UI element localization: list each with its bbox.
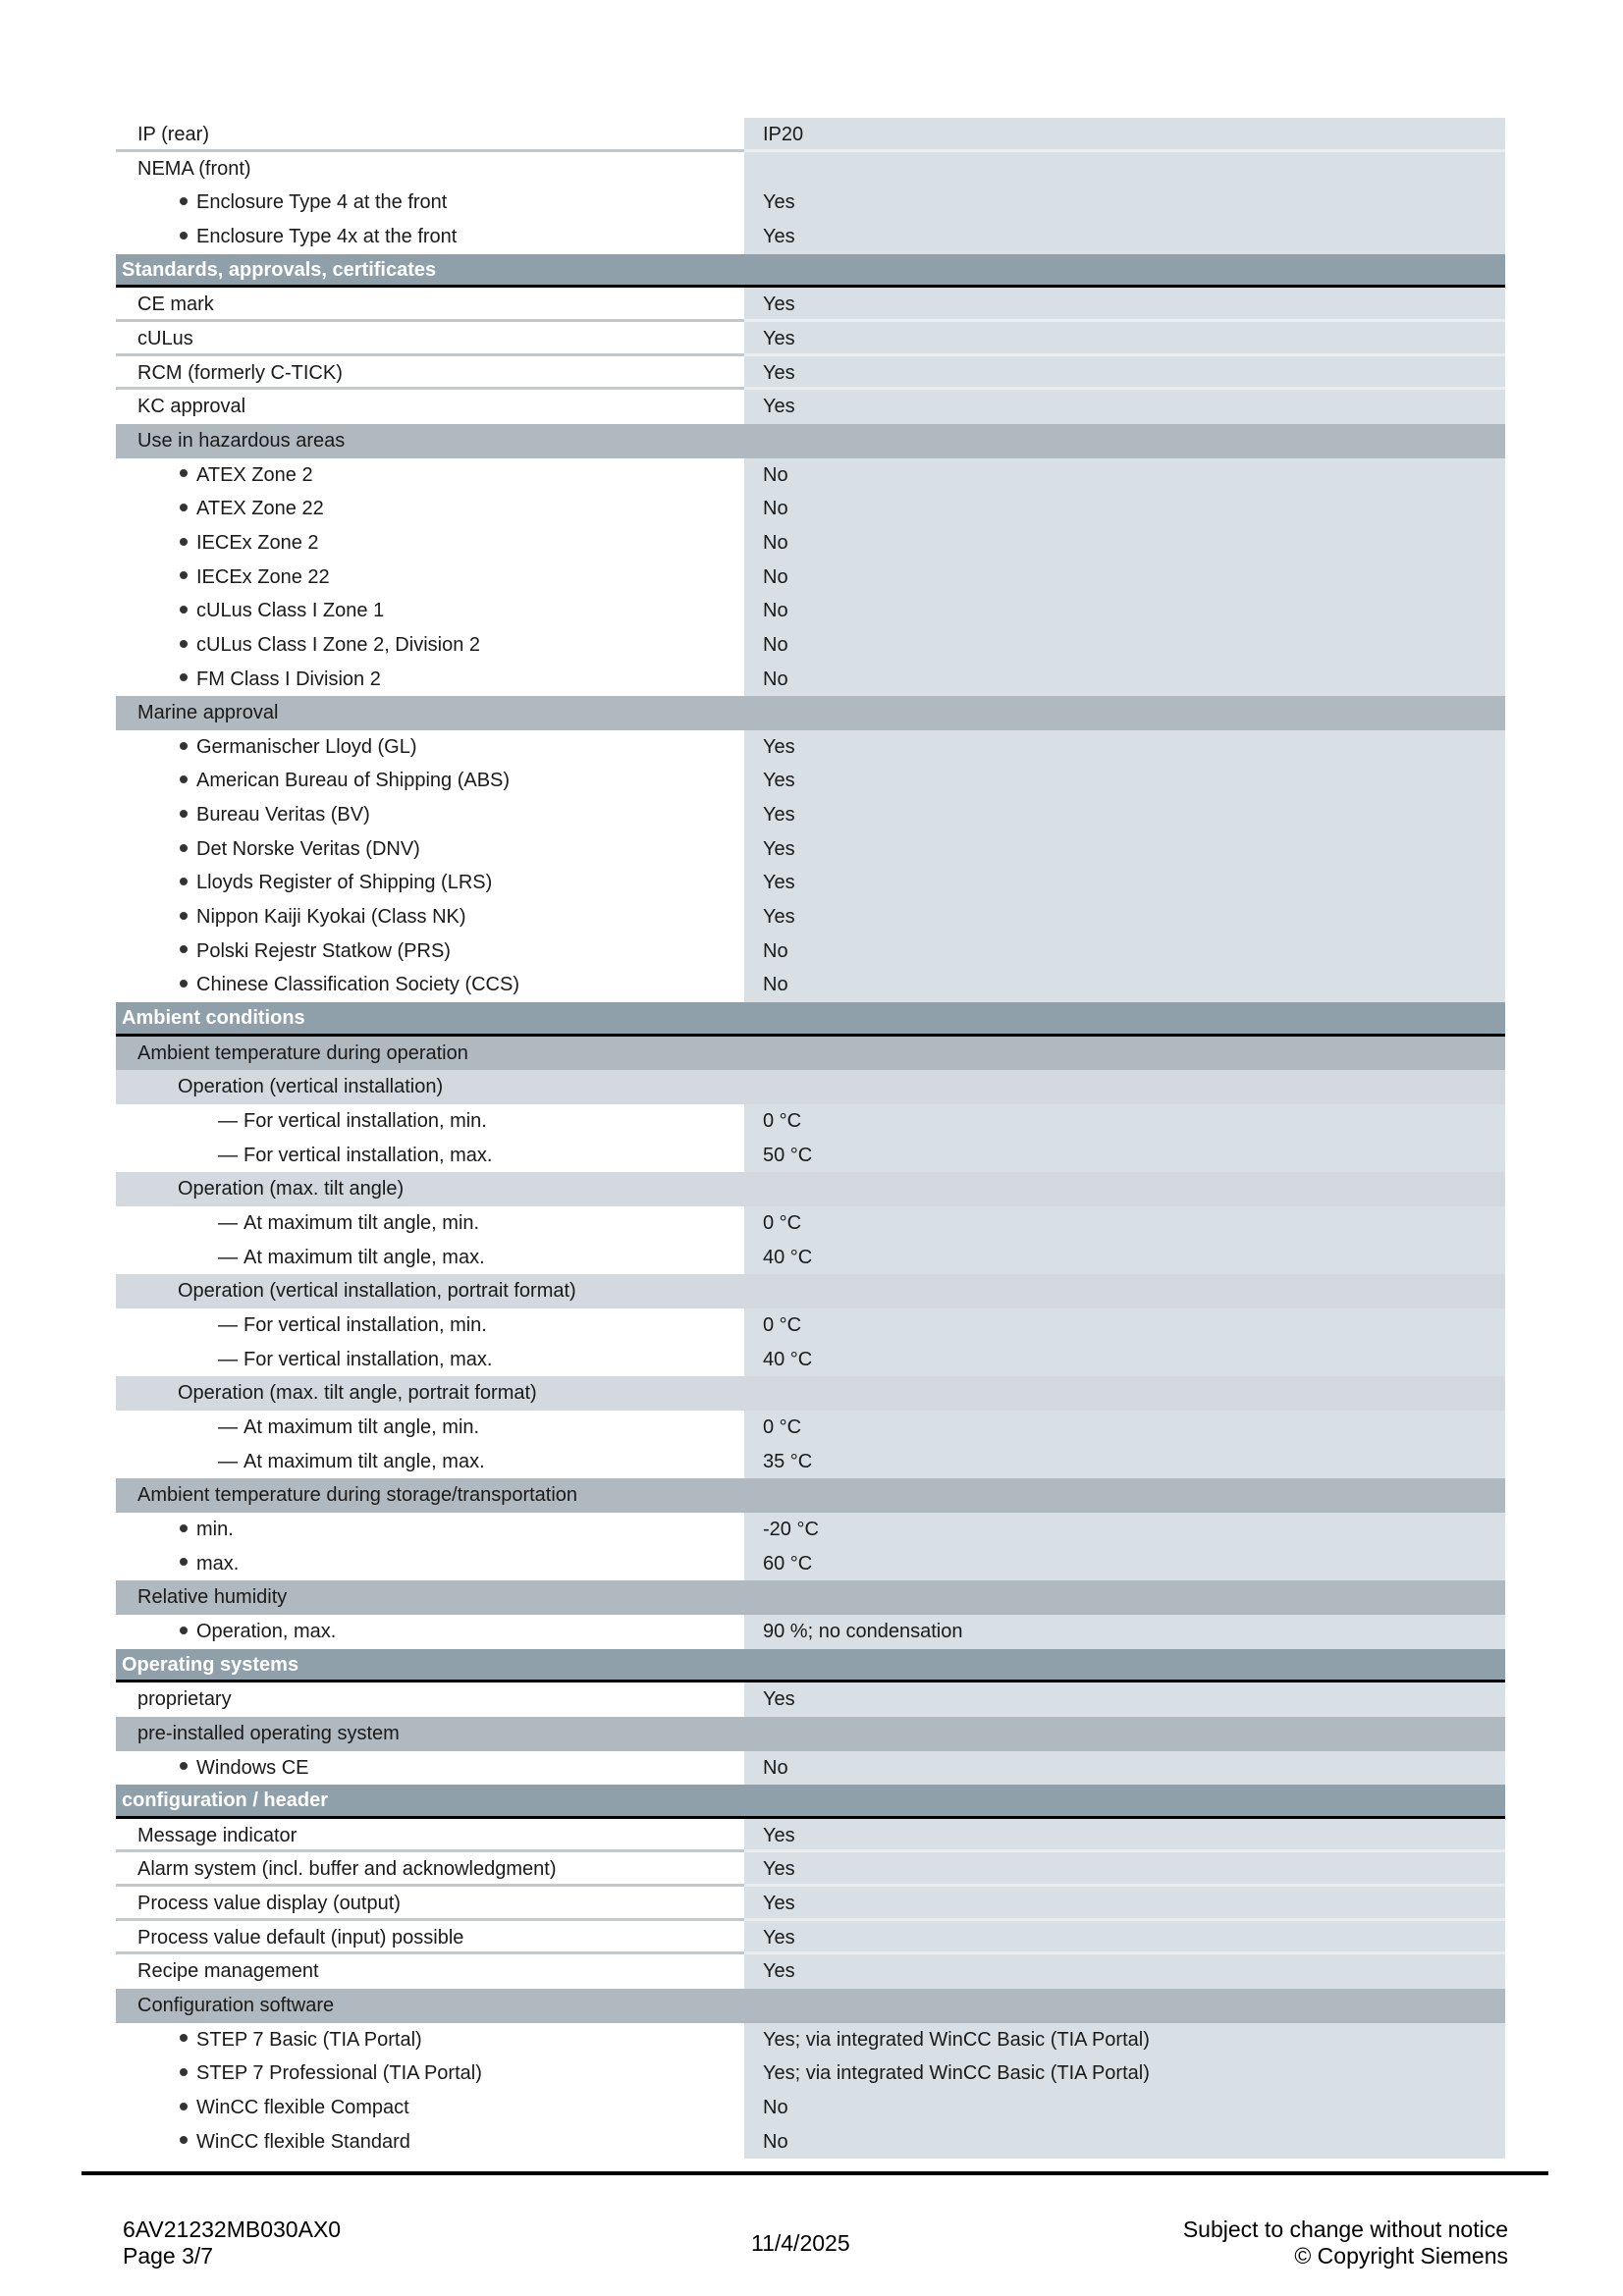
row-label-text: WinCC flexible Standard — [196, 2130, 410, 2153]
row-value: Yes — [744, 832, 1505, 867]
row-value: 40 °C — [744, 1343, 1505, 1377]
row-label-text: Nippon Kaiji Kyokai (Class NK) — [196, 906, 466, 929]
table-row — [116, 1513, 1505, 1547]
row-label — [116, 458, 744, 493]
row-label — [116, 492, 744, 526]
row-label-text: Windows CE — [196, 1756, 309, 1779]
bullet-icon — [180, 742, 188, 750]
row-label-text: At maximum tilt angle, max. — [243, 1450, 485, 1472]
row-label — [116, 1274, 1505, 1308]
section-title — [116, 1002, 1505, 1034]
dash-icon: — — [218, 1313, 238, 1336]
dash-icon: — — [218, 1212, 238, 1234]
row-label-text: Recipe management — [137, 1960, 319, 1983]
row-label-text: IP (rear) — [137, 124, 209, 145]
row-value: No — [744, 1751, 1505, 1786]
table-row — [116, 1852, 1505, 1887]
row-label-text: Operation (vertical installation, portrait format) — [178, 1280, 576, 1303]
row-value: No — [744, 561, 1505, 595]
row-label — [116, 2023, 744, 2057]
table-row — [116, 663, 1505, 697]
table-row — [116, 1139, 1505, 1173]
row-label — [116, 1037, 1505, 1071]
subgroup-header — [116, 1989, 1505, 2023]
bullet-icon — [180, 844, 188, 852]
row-label-text: IECEx Zone 22 — [196, 565, 330, 588]
row-value: No — [744, 663, 1505, 697]
table-row — [116, 526, 1505, 561]
row-label-text: Configuration software — [137, 1995, 335, 2017]
table-row — [116, 118, 1505, 152]
table-row — [116, 1682, 1505, 1717]
table-row — [116, 798, 1505, 832]
table-row — [116, 1445, 1505, 1479]
row-label — [116, 1954, 744, 1989]
table-row — [116, 832, 1505, 867]
section-header — [116, 254, 1505, 289]
row-label-text: Process value default (input) possible — [137, 1926, 464, 1949]
row-label-text: cULus Class I Zone 2, Division 2 — [196, 633, 481, 656]
subgroup-header — [116, 1070, 1505, 1104]
bullet-icon — [180, 469, 188, 477]
section-header — [116, 1785, 1505, 1819]
row-label-text: Enclosure Type 4x at the front — [196, 225, 458, 247]
row-label — [116, 1308, 744, 1343]
row-label-text: Marine approval — [137, 702, 279, 724]
row-label — [116, 424, 1505, 458]
bullet-icon — [180, 980, 188, 988]
row-value: No — [744, 628, 1505, 663]
table-row — [116, 186, 1505, 220]
row-label-text: Relative humidity — [137, 1586, 288, 1609]
row-value: No — [744, 968, 1505, 1002]
row-value: Yes; via integrated WinCC Basic (TIA Portal) — [744, 2023, 1505, 2057]
row-label-text: At maximum tilt angle, min. — [243, 1212, 480, 1234]
row-value: Yes; via integrated WinCC Basic (TIA Portal) — [744, 2056, 1505, 2091]
table-row — [116, 968, 1505, 1002]
row-label-text: At maximum tilt angle, max. — [243, 1246, 485, 1268]
spec-table — [116, 118, 1505, 2159]
row-label-text: For vertical installation, max. — [243, 1348, 493, 1370]
page-number: Page 3/7 — [123, 2243, 214, 2269]
row-value — [744, 152, 1505, 187]
row-value: No — [744, 2091, 1505, 2125]
row-label — [116, 866, 744, 900]
row-label — [116, 594, 744, 628]
row-label-text: At maximum tilt angle, min. — [243, 1415, 480, 1438]
row-label-text: Message indicator — [137, 1824, 298, 1846]
row-value: Yes — [744, 356, 1505, 391]
bullet-icon — [180, 1627, 188, 1634]
row-label — [116, 2091, 744, 2125]
row-label — [116, 1478, 1505, 1513]
section-title — [116, 1785, 1505, 1816]
row-value: No — [744, 2125, 1505, 2160]
change-notice: Subject to change without notice — [1182, 2216, 1508, 2242]
row-label — [116, 900, 744, 934]
bullet-icon — [180, 571, 188, 579]
row-label-text: KC approval — [137, 396, 246, 418]
row-label — [116, 1717, 1505, 1751]
footer-date: 11/4/2025 — [751, 2230, 850, 2256]
table-row — [116, 1887, 1505, 1921]
bullet-icon — [180, 2136, 188, 2144]
table-row — [116, 628, 1505, 663]
row-value: Yes — [744, 900, 1505, 934]
table-row — [116, 764, 1505, 798]
row-label-text: IECEx Zone 2 — [196, 531, 319, 554]
row-label — [116, 2056, 744, 2091]
table-row — [116, 1547, 1505, 1581]
row-label — [116, 764, 744, 798]
row-label-text: Use in hazardous areas — [137, 429, 346, 452]
row-value: No — [744, 526, 1505, 561]
row-label-text: Standards, approvals, certificates — [122, 258, 437, 281]
bullet-icon — [180, 810, 188, 818]
section-header — [116, 1649, 1505, 1683]
dash-icon: — — [218, 1144, 238, 1166]
row-label-text: Chinese Classification Society (CCS) — [196, 974, 520, 996]
row-label-text: Germanischer Lloyd (GL) — [196, 735, 417, 758]
row-value: 0 °C — [744, 1411, 1505, 1445]
table-row — [116, 152, 1505, 187]
row-label — [116, 322, 744, 356]
row-label — [116, 390, 744, 424]
row-value: Yes — [744, 1887, 1505, 1921]
subgroup-header — [116, 1580, 1505, 1615]
table-row — [116, 356, 1505, 391]
row-label — [116, 526, 744, 561]
table-row — [116, 1751, 1505, 1786]
row-value: Yes — [744, 1954, 1505, 1989]
row-label-text: American Bureau of Shipping (ABS) — [196, 770, 511, 792]
table-row — [116, 900, 1505, 934]
bullet-icon — [180, 912, 188, 920]
row-label — [116, 1989, 1505, 2023]
table-row — [116, 934, 1505, 969]
row-label-text: STEP 7 Basic (TIA Portal) — [196, 2028, 422, 2051]
row-label — [116, 832, 744, 867]
row-value: 90 %; no condensation — [744, 1615, 1505, 1649]
table-row — [116, 2023, 1505, 2057]
row-label-text: ATEX Zone 22 — [196, 498, 324, 520]
row-value: No — [744, 594, 1505, 628]
article-number: 6AV21232MB030AX0 — [123, 2216, 342, 2242]
row-label — [116, 1921, 744, 1955]
subgroup-header — [116, 696, 1505, 730]
table-row — [116, 458, 1505, 493]
bullet-icon — [180, 1558, 188, 1566]
row-value: Yes — [744, 288, 1505, 322]
row-label-text: min. — [196, 1518, 234, 1540]
table-row — [116, 1819, 1505, 1853]
row-value: Yes — [744, 390, 1505, 424]
row-label — [116, 1513, 744, 1547]
row-label — [116, 798, 744, 832]
row-label-text: Det Norske Veritas (DNV) — [196, 837, 420, 860]
table-row — [116, 1241, 1505, 1275]
row-label — [116, 1887, 744, 1921]
row-label-text: Operation (vertical installation) — [178, 1076, 444, 1098]
row-label-text: cULus Class I Zone 1 — [196, 600, 385, 622]
row-label-text: Lloyds Register of Shipping (LRS) — [196, 872, 493, 894]
row-label — [116, 1580, 1505, 1615]
row-label — [116, 1241, 744, 1275]
table-row — [116, 1308, 1505, 1343]
row-label-text: configuration / header — [122, 1789, 329, 1812]
row-value: Yes — [744, 798, 1505, 832]
row-value: Yes — [744, 1921, 1505, 1955]
table-row — [116, 561, 1505, 595]
table-row — [116, 390, 1505, 424]
bullet-icon — [180, 2103, 188, 2110]
row-label-text: STEP 7 Professional (TIA Portal) — [196, 2062, 482, 2085]
row-value: Yes — [744, 764, 1505, 798]
bullet-icon — [180, 504, 188, 511]
row-label — [116, 628, 744, 663]
row-value: Yes — [744, 186, 1505, 220]
section-title — [116, 1649, 1505, 1681]
dash-icon: — — [218, 1246, 238, 1268]
row-label-text: RCM (formerly C-TICK) — [137, 361, 343, 384]
row-label — [116, 1751, 744, 1786]
row-label — [116, 934, 744, 969]
row-label-text: Bureau Veritas (BV) — [196, 804, 370, 827]
row-label — [116, 220, 744, 254]
table-row — [116, 1615, 1505, 1649]
row-label — [116, 1376, 1505, 1411]
table-row — [116, 288, 1505, 322]
row-label-text: Ambient temperature during storage/transportation — [137, 1484, 578, 1507]
subgroup-header — [116, 1274, 1505, 1308]
bullet-icon — [180, 606, 188, 614]
table-row — [116, 492, 1505, 526]
row-label-text: ATEX Zone 2 — [196, 463, 313, 486]
row-label — [116, 152, 744, 187]
row-label-text: For vertical installation, min. — [243, 1313, 487, 1336]
row-value: Yes — [744, 730, 1505, 765]
row-value: Yes — [744, 866, 1505, 900]
table-row — [116, 730, 1505, 765]
row-value: 0 °C — [744, 1206, 1505, 1241]
table-row — [116, 594, 1505, 628]
row-label-text: pre-installed operating system — [137, 1722, 400, 1744]
row-value: No — [744, 492, 1505, 526]
row-label-text: WinCC flexible Compact — [196, 2097, 409, 2119]
row-label — [116, 1547, 744, 1581]
bullet-icon — [180, 945, 188, 953]
row-value: Yes — [744, 1819, 1505, 1853]
row-label — [116, 2125, 744, 2160]
row-label — [116, 118, 744, 152]
row-label-text: Alarm system (incl. buffer and acknowledgment) — [137, 1858, 557, 1881]
row-value: No — [744, 934, 1505, 969]
row-value: Yes — [744, 1852, 1505, 1887]
row-label — [116, 1615, 744, 1649]
row-label-text: CE mark — [137, 294, 214, 316]
row-value: Yes — [744, 322, 1505, 356]
bullet-icon — [180, 673, 188, 681]
footer-divider — [81, 2171, 1548, 2175]
row-label — [116, 1411, 744, 1445]
row-value: 50 °C — [744, 1139, 1505, 1173]
row-label-text: Operation, max. — [196, 1620, 337, 1642]
row-value: 0 °C — [744, 1308, 1505, 1343]
row-label — [116, 1139, 744, 1173]
subgroup-header — [116, 424, 1505, 458]
subgroup-header — [116, 1172, 1505, 1206]
section-title — [116, 254, 1505, 286]
bullet-icon — [180, 232, 188, 240]
footer-left — [123, 2216, 341, 2269]
row-label — [116, 288, 744, 322]
row-label — [116, 1206, 744, 1241]
bullet-icon — [180, 538, 188, 546]
table-row — [116, 220, 1505, 254]
dash-icon: — — [218, 1415, 238, 1438]
row-label-text: Ambient temperature during operation — [137, 1041, 468, 1064]
row-label — [116, 561, 744, 595]
row-label-text: Operation (max. tilt angle, portrait format) — [178, 1382, 537, 1405]
copyright: © Copyright Siemens — [1294, 2243, 1508, 2269]
row-label-text: Polski Rejestr Statkow (PRS) — [196, 939, 451, 962]
row-label — [116, 1070, 1505, 1104]
bullet-icon — [180, 1762, 188, 1770]
subgroup-header — [116, 1376, 1505, 1411]
row-label-text: Process value display (output) — [137, 1893, 401, 1915]
footer-right — [1183, 2216, 1508, 2269]
row-value: 0 °C — [744, 1104, 1505, 1139]
row-value: No — [744, 458, 1505, 493]
bullet-icon — [180, 1524, 188, 1532]
bullet-icon — [180, 775, 188, 783]
row-label-text: NEMA (front) — [137, 157, 251, 180]
table-row — [116, 2125, 1505, 2160]
row-value: Yes — [744, 220, 1505, 254]
row-label — [116, 356, 744, 391]
table-row — [116, 1343, 1505, 1377]
row-label-text: Operation (max. tilt angle) — [178, 1178, 405, 1201]
row-value: IP20 — [744, 118, 1505, 152]
bullet-icon — [180, 878, 188, 885]
row-label — [116, 1819, 744, 1853]
table-row — [116, 2091, 1505, 2125]
row-label — [116, 1852, 744, 1887]
row-label — [116, 1172, 1505, 1206]
table-row — [116, 322, 1505, 356]
row-label-text: cULus — [137, 327, 193, 349]
row-label-text: For vertical installation, min. — [243, 1110, 487, 1133]
row-label-text: FM Class I Division 2 — [196, 667, 381, 690]
row-value: Yes — [744, 1682, 1505, 1717]
bullet-icon — [180, 197, 188, 205]
row-label — [116, 1104, 744, 1139]
table-row — [116, 1411, 1505, 1445]
row-label — [116, 186, 744, 220]
row-label-text: max. — [196, 1552, 240, 1575]
dash-icon: — — [218, 1348, 238, 1370]
row-value: -20 °C — [744, 1513, 1505, 1547]
subgroup-header — [116, 1037, 1505, 1071]
dash-icon: — — [218, 1450, 238, 1472]
row-label — [116, 663, 744, 697]
table-row — [116, 1954, 1505, 1989]
table-row — [116, 1921, 1505, 1955]
dash-icon: — — [218, 1110, 238, 1133]
row-label — [116, 1445, 744, 1479]
row-label — [116, 696, 1505, 730]
row-label — [116, 1682, 744, 1717]
row-value: 35 °C — [744, 1445, 1505, 1479]
table-row — [116, 1206, 1505, 1241]
bullet-icon — [180, 640, 188, 648]
bullet-icon — [180, 2034, 188, 2042]
subgroup-header — [116, 1478, 1505, 1513]
row-label — [116, 1343, 744, 1377]
row-label — [116, 968, 744, 1002]
row-label-text: proprietary — [137, 1688, 232, 1711]
row-label-text: Operating systems — [122, 1653, 299, 1676]
subgroup-header — [116, 1717, 1505, 1751]
row-value: 60 °C — [744, 1547, 1505, 1581]
row-label-text: Ambient conditions — [122, 1007, 305, 1030]
table-row — [116, 866, 1505, 900]
row-label-text: Enclosure Type 4 at the front — [196, 191, 448, 214]
table-row — [116, 2056, 1505, 2091]
table-row — [116, 1104, 1505, 1139]
row-value: 40 °C — [744, 1241, 1505, 1275]
row-label-text: For vertical installation, max. — [243, 1144, 493, 1166]
section-header — [116, 1002, 1505, 1037]
bullet-icon — [180, 2068, 188, 2076]
row-label — [116, 730, 744, 765]
